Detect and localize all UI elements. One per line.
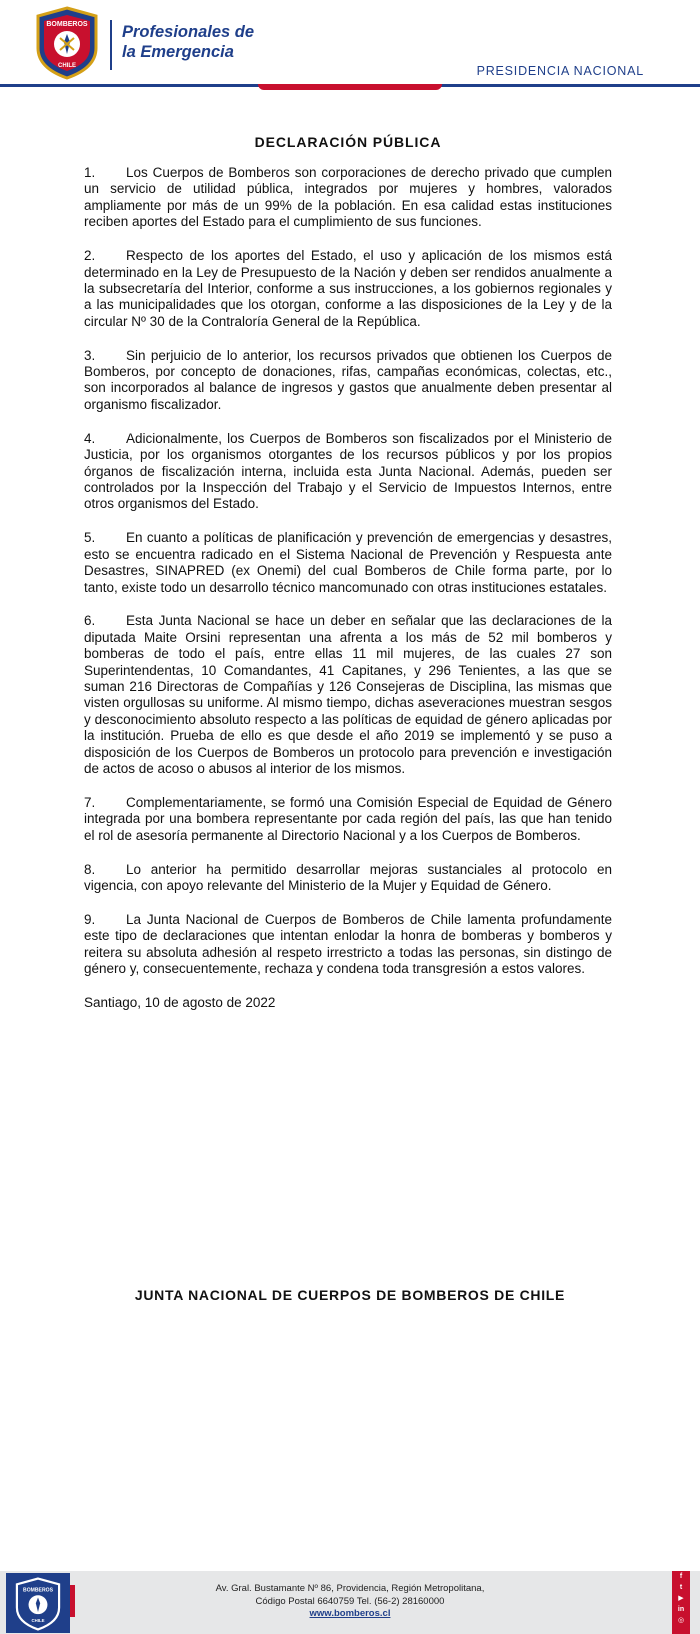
paragraph-number: 2. xyxy=(84,248,96,264)
document-date: Santiago, 10 de agosto de 2022 xyxy=(84,995,276,1011)
footer-logo-bottom-text: CHILE xyxy=(31,1618,45,1624)
instagram-icon[interactable]: ◎ xyxy=(677,1617,685,1624)
paragraph-text: Los Cuerpos de Bomberos son corporaciones de derecho privado que cumplen un servicio de utilidad pública, integrados por mujeres y hombres, valorados ampliamente por más de un 99% de la población. En esa calidad estas instituciones reciben aportes del Estado para el cumplimiento de sus funciones. xyxy=(84,165,612,230)
footer-red-accent xyxy=(70,1585,75,1617)
paragraph-9 xyxy=(84,912,612,978)
social-icons xyxy=(672,1571,690,1634)
footer-address xyxy=(160,1583,540,1621)
header-red-accent xyxy=(258,84,442,90)
declaration-body xyxy=(84,134,612,1012)
paragraph-text: Sin perjuicio de lo anterior, los recursos privados que obtienen los Cuerpos de Bomberos, por concepto de donaciones, rifas, campañas económicas, colectas, etc., son incorporados al balance de ingresos y gastos que anualmente deben presentar al organismo fiscalizador. xyxy=(84,347,612,412)
paragraph-8 xyxy=(84,862,612,895)
paragraph-list xyxy=(84,165,612,978)
paragraph-text: En cuanto a políticas de planificación y prevención de emergencias y desastres, esto se encuentra radicado en el Sistema Nacional de Prevención y Respuesta ante Desastres, SINAPRED (ex Onemi) del cual Bomberos de Chile forma parte, por lo tanto, existe todo un desarrollo técnico mancomunado con otras instituciones estatales. xyxy=(84,530,612,595)
paragraph-1 xyxy=(84,165,612,231)
paragraph-number: 5. xyxy=(84,530,96,546)
paragraph-6 xyxy=(84,613,612,777)
footer-logo-top-text: BOMBEROS xyxy=(23,1587,53,1594)
department-label: PRESIDENCIA NACIONAL xyxy=(476,64,644,78)
letterhead xyxy=(0,0,700,90)
paragraph-4 xyxy=(84,431,612,513)
paragraph-number: 1. xyxy=(84,165,96,180)
linkedin-icon[interactable]: in xyxy=(677,1606,685,1613)
logo-bottom-text: CHILE xyxy=(58,63,76,69)
footer-logo xyxy=(6,1573,70,1633)
bomberos-chile-shield-icon xyxy=(34,6,100,80)
paragraph-3 xyxy=(84,348,612,414)
address-line-2: Código Postal 6640759 Tel. (56-2) 28160000 xyxy=(255,1595,445,1607)
paragraph-text: Esta Junta Nacional se hace un deber en señalar que las declaraciones de la diputada Maite Orsini representan una afrenta a los más de 52 mil bomberos y bomberas de todo el país, entre ellas 11 mil mujeres, de las cuales 27 son Superintendentas, 10 Comandantes, 41 Capitanes, y 296 Tenientes, a las que se suman 216 Directoras de Compañías y 126 Consejeras de Disciplina, las mismas que visten orgullosas su uniforme. Al mismo tiempo, dichas aseveraciones muestran sesgos y desconocimiento absoluto respecto a las políticas de equidad de género aplicadas por la institución. Prueba de ello es que desde el año 2019 se implementó y se puso a disposición de los Cuerpos de Bomberos un protocolo para prevención e investigación de actos de acoso o abusos al interior de los mismos. xyxy=(84,613,612,777)
footer xyxy=(0,1571,700,1634)
facebook-icon[interactable]: f xyxy=(679,1573,683,1580)
paragraph-5 xyxy=(84,530,612,596)
youtube-icon[interactable]: ▶ xyxy=(678,1595,684,1602)
paragraph-7 xyxy=(84,795,612,844)
paragraph-number: 3. xyxy=(84,347,96,363)
paragraph-number: 7. xyxy=(84,795,96,810)
paragraph-text: Complementariamente, se formó una Comisión Especial de Equidad de Género integrada por una bombera representante por cada región del país, las que han tenido el rol de asesoría permanente al Directorio Nacional y a los Cuerpos de Bomberos. xyxy=(84,795,612,843)
tagline-line-1: Profesionales de xyxy=(122,23,255,41)
paragraph-number: 6. xyxy=(84,613,96,629)
header-divider xyxy=(110,20,112,70)
bomberos-chile-shield-icon xyxy=(14,1577,62,1631)
address-line-1: Av. Gral. Bustamante Nº 86, Providencia, Región Metropolitana, xyxy=(215,1583,485,1594)
paragraph-text: Adicionalmente, los Cuerpos de Bomberos son fiscalizados por el Ministerio de Justicia, por los organismos otorgantes de los recursos públicos y por los propios órganos de fiscalización interna, incluida esta Junta Nacional. Además, pueden ser controlados por la Inspección del Trabajo y el Servicio de Impuestos Internos, entre otros organismos del Estado. xyxy=(84,430,612,512)
tagline-line-2: la Emergencia xyxy=(122,43,234,61)
tagline xyxy=(122,22,254,62)
paragraph-number: 8. xyxy=(84,861,96,877)
twitter-icon[interactable]: t xyxy=(679,1584,683,1591)
paragraph-2 xyxy=(84,248,612,330)
signature-line: JUNTA NACIONAL DE CUERPOS DE BOMBEROS DE CHILE xyxy=(134,1287,566,1303)
paragraph-number: 4. xyxy=(84,430,96,446)
paragraph-text: Lo anterior ha permitido desarrollar mejoras sustanciales al protocolo en vigencia, con apoyo relevante del Ministerio de la Mujer y Equidad de Género. xyxy=(84,861,612,894)
paragraph-text: La Junta Nacional de Cuerpos de Bomberos de Chile lamenta profundamente este tipo de declaraciones que intentan enlodar la honra de bomberas y bomberos y reitera su absoluta adhesión al respeto irrestricto a todas las personas, sin distingo de género y, consecuentemente, rechaza y condena toda transgresión a estos valores. xyxy=(84,912,612,977)
paragraph-number: 9. xyxy=(84,912,96,928)
website-link[interactable]: www.bomberos.cl xyxy=(309,1608,391,1619)
document-title: DECLARACIÓN PÚBLICA xyxy=(254,134,442,150)
paragraph-text: Respecto de los aportes del Estado, el uso y aplicación de los mismos está determinado en la Ley de Presupuesto de la Nación y deben ser rendidos anualmente a la subsecretaría del Interior, conforme a sus instrucciones, a los gobiernos regionales y a las municipalidades que los otorgan, conforme a las disposiciones de la Ley y de la circular Nº 30 de la Contraloría General de la República. xyxy=(84,248,612,329)
logo-top-text: BOMBEROS xyxy=(46,21,88,28)
